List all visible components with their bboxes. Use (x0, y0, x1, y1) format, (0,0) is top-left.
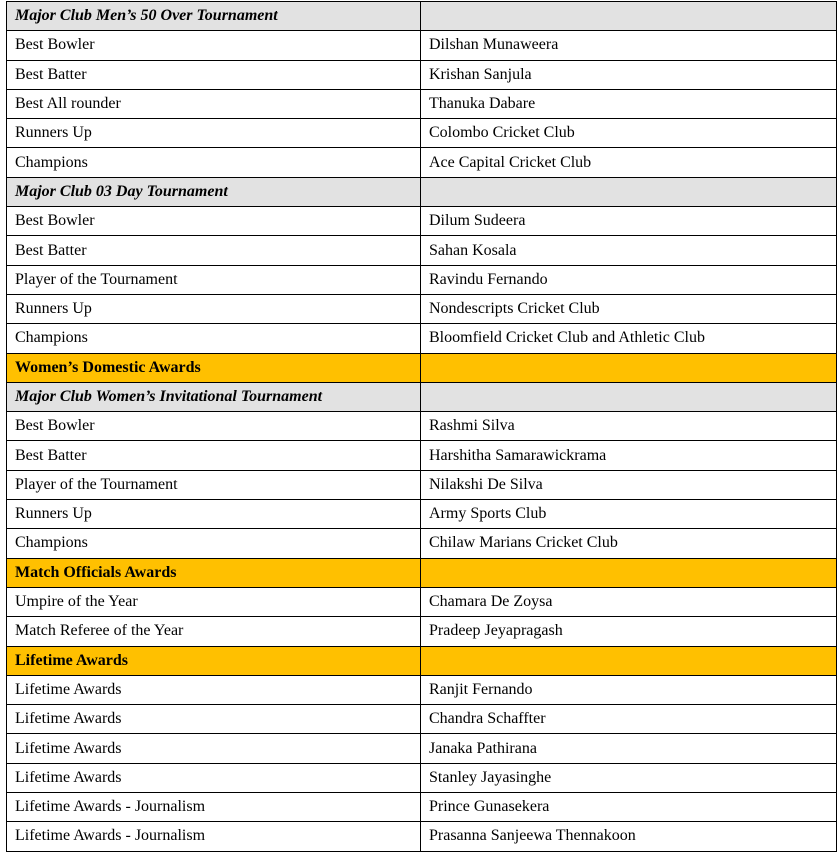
table-row (7, 89, 837, 118)
award-name-cell: Best All rounder (7, 89, 421, 118)
table-row (7, 763, 837, 792)
table-row (7, 529, 837, 558)
award-name-cell: Champions (7, 529, 421, 558)
section-empty-cell (421, 382, 837, 411)
table-row (7, 207, 837, 236)
table-row (7, 675, 837, 704)
winner-cell: Krishan Sanjula (421, 60, 837, 89)
table-row (7, 587, 837, 616)
winner-cell: Prince Gunasekera (421, 793, 837, 822)
winner-cell: Ravindu Fernando (421, 265, 837, 294)
section-empty-cell (421, 353, 837, 382)
winner-cell: Prasanna Sanjeewa Thennakoon (421, 822, 837, 851)
section-title-cell: Major Club Men’s 50 Over Tournament (7, 2, 421, 31)
winner-cell: Army Sports Club (421, 500, 837, 529)
award-name-cell: Best Bowler (7, 207, 421, 236)
winner-cell: Nondescripts Cricket Club (421, 294, 837, 323)
table-row (7, 265, 837, 294)
winner-cell: Janaka Pathirana (421, 734, 837, 763)
winner-cell: Ranjit Fernando (421, 675, 837, 704)
subsection-header-row (7, 382, 837, 411)
subsection-header-row (7, 177, 837, 206)
table-row (7, 148, 837, 177)
award-name-cell: Runners Up (7, 500, 421, 529)
award-name-cell: Lifetime Awards - Journalism (7, 793, 421, 822)
table-row (7, 60, 837, 89)
section-title-cell: Lifetime Awards (7, 646, 421, 675)
table-row (7, 294, 837, 323)
section-header-row (7, 558, 837, 587)
award-name-cell: Runners Up (7, 294, 421, 323)
awards-table (6, 1, 837, 852)
table-row (7, 412, 837, 441)
winner-cell: Chamara De Zoysa (421, 587, 837, 616)
subsection-header-row (7, 2, 837, 31)
award-name-cell: Best Batter (7, 441, 421, 470)
winner-cell: Nilakshi De Silva (421, 470, 837, 499)
award-name-cell: Lifetime Awards (7, 763, 421, 792)
section-header-row (7, 353, 837, 382)
section-empty-cell (421, 558, 837, 587)
winner-cell: Rashmi Silva (421, 412, 837, 441)
award-name-cell: Champions (7, 148, 421, 177)
award-name-cell: Umpire of the Year (7, 587, 421, 616)
section-empty-cell (421, 2, 837, 31)
winner-cell: Stanley Jayasinghe (421, 763, 837, 792)
table-row (7, 324, 837, 353)
award-name-cell: Best Batter (7, 236, 421, 265)
table-row (7, 500, 837, 529)
award-name-cell: Lifetime Awards (7, 705, 421, 734)
section-title-cell: Match Officials Awards (7, 558, 421, 587)
award-name-cell: Best Batter (7, 60, 421, 89)
table-row (7, 31, 837, 60)
winner-cell: Dilshan Munaweera (421, 31, 837, 60)
section-title-cell: Women’s Domestic Awards (7, 353, 421, 382)
table-row (7, 705, 837, 734)
table-row (7, 822, 837, 851)
winner-cell: Thanuka Dabare (421, 89, 837, 118)
table-row (7, 119, 837, 148)
winner-cell: Bloomfield Cricket Club and Athletic Club (421, 324, 837, 353)
winner-cell: Chandra Schaffter (421, 705, 837, 734)
table-row (7, 734, 837, 763)
section-title-cell: Major Club 03 Day Tournament (7, 177, 421, 206)
winner-cell: Harshitha Samarawickrama (421, 441, 837, 470)
winner-cell: Chilaw Marians Cricket Club (421, 529, 837, 558)
section-empty-cell (421, 177, 837, 206)
table-row (7, 617, 837, 646)
table-row (7, 793, 837, 822)
award-name-cell: Runners Up (7, 119, 421, 148)
award-name-cell: Lifetime Awards - Journalism (7, 822, 421, 851)
winner-cell: Dilum Sudeera (421, 207, 837, 236)
award-name-cell: Player of the Tournament (7, 265, 421, 294)
section-empty-cell (421, 646, 837, 675)
award-name-cell: Lifetime Awards (7, 675, 421, 704)
awards-table-body (7, 2, 837, 852)
section-title-cell: Major Club Women’s Invitational Tournament (7, 382, 421, 411)
winner-cell: Colombo Cricket Club (421, 119, 837, 148)
section-header-row (7, 646, 837, 675)
table-row (7, 441, 837, 470)
award-name-cell: Match Referee of the Year (7, 617, 421, 646)
winner-cell: Ace Capital Cricket Club (421, 148, 837, 177)
table-row (7, 470, 837, 499)
award-name-cell: Best Bowler (7, 412, 421, 441)
award-name-cell: Player of the Tournament (7, 470, 421, 499)
award-name-cell: Best Bowler (7, 31, 421, 60)
table-row (7, 236, 837, 265)
winner-cell: Sahan Kosala (421, 236, 837, 265)
award-name-cell: Lifetime Awards (7, 734, 421, 763)
award-name-cell: Champions (7, 324, 421, 353)
winner-cell: Pradeep Jeyapragash (421, 617, 837, 646)
